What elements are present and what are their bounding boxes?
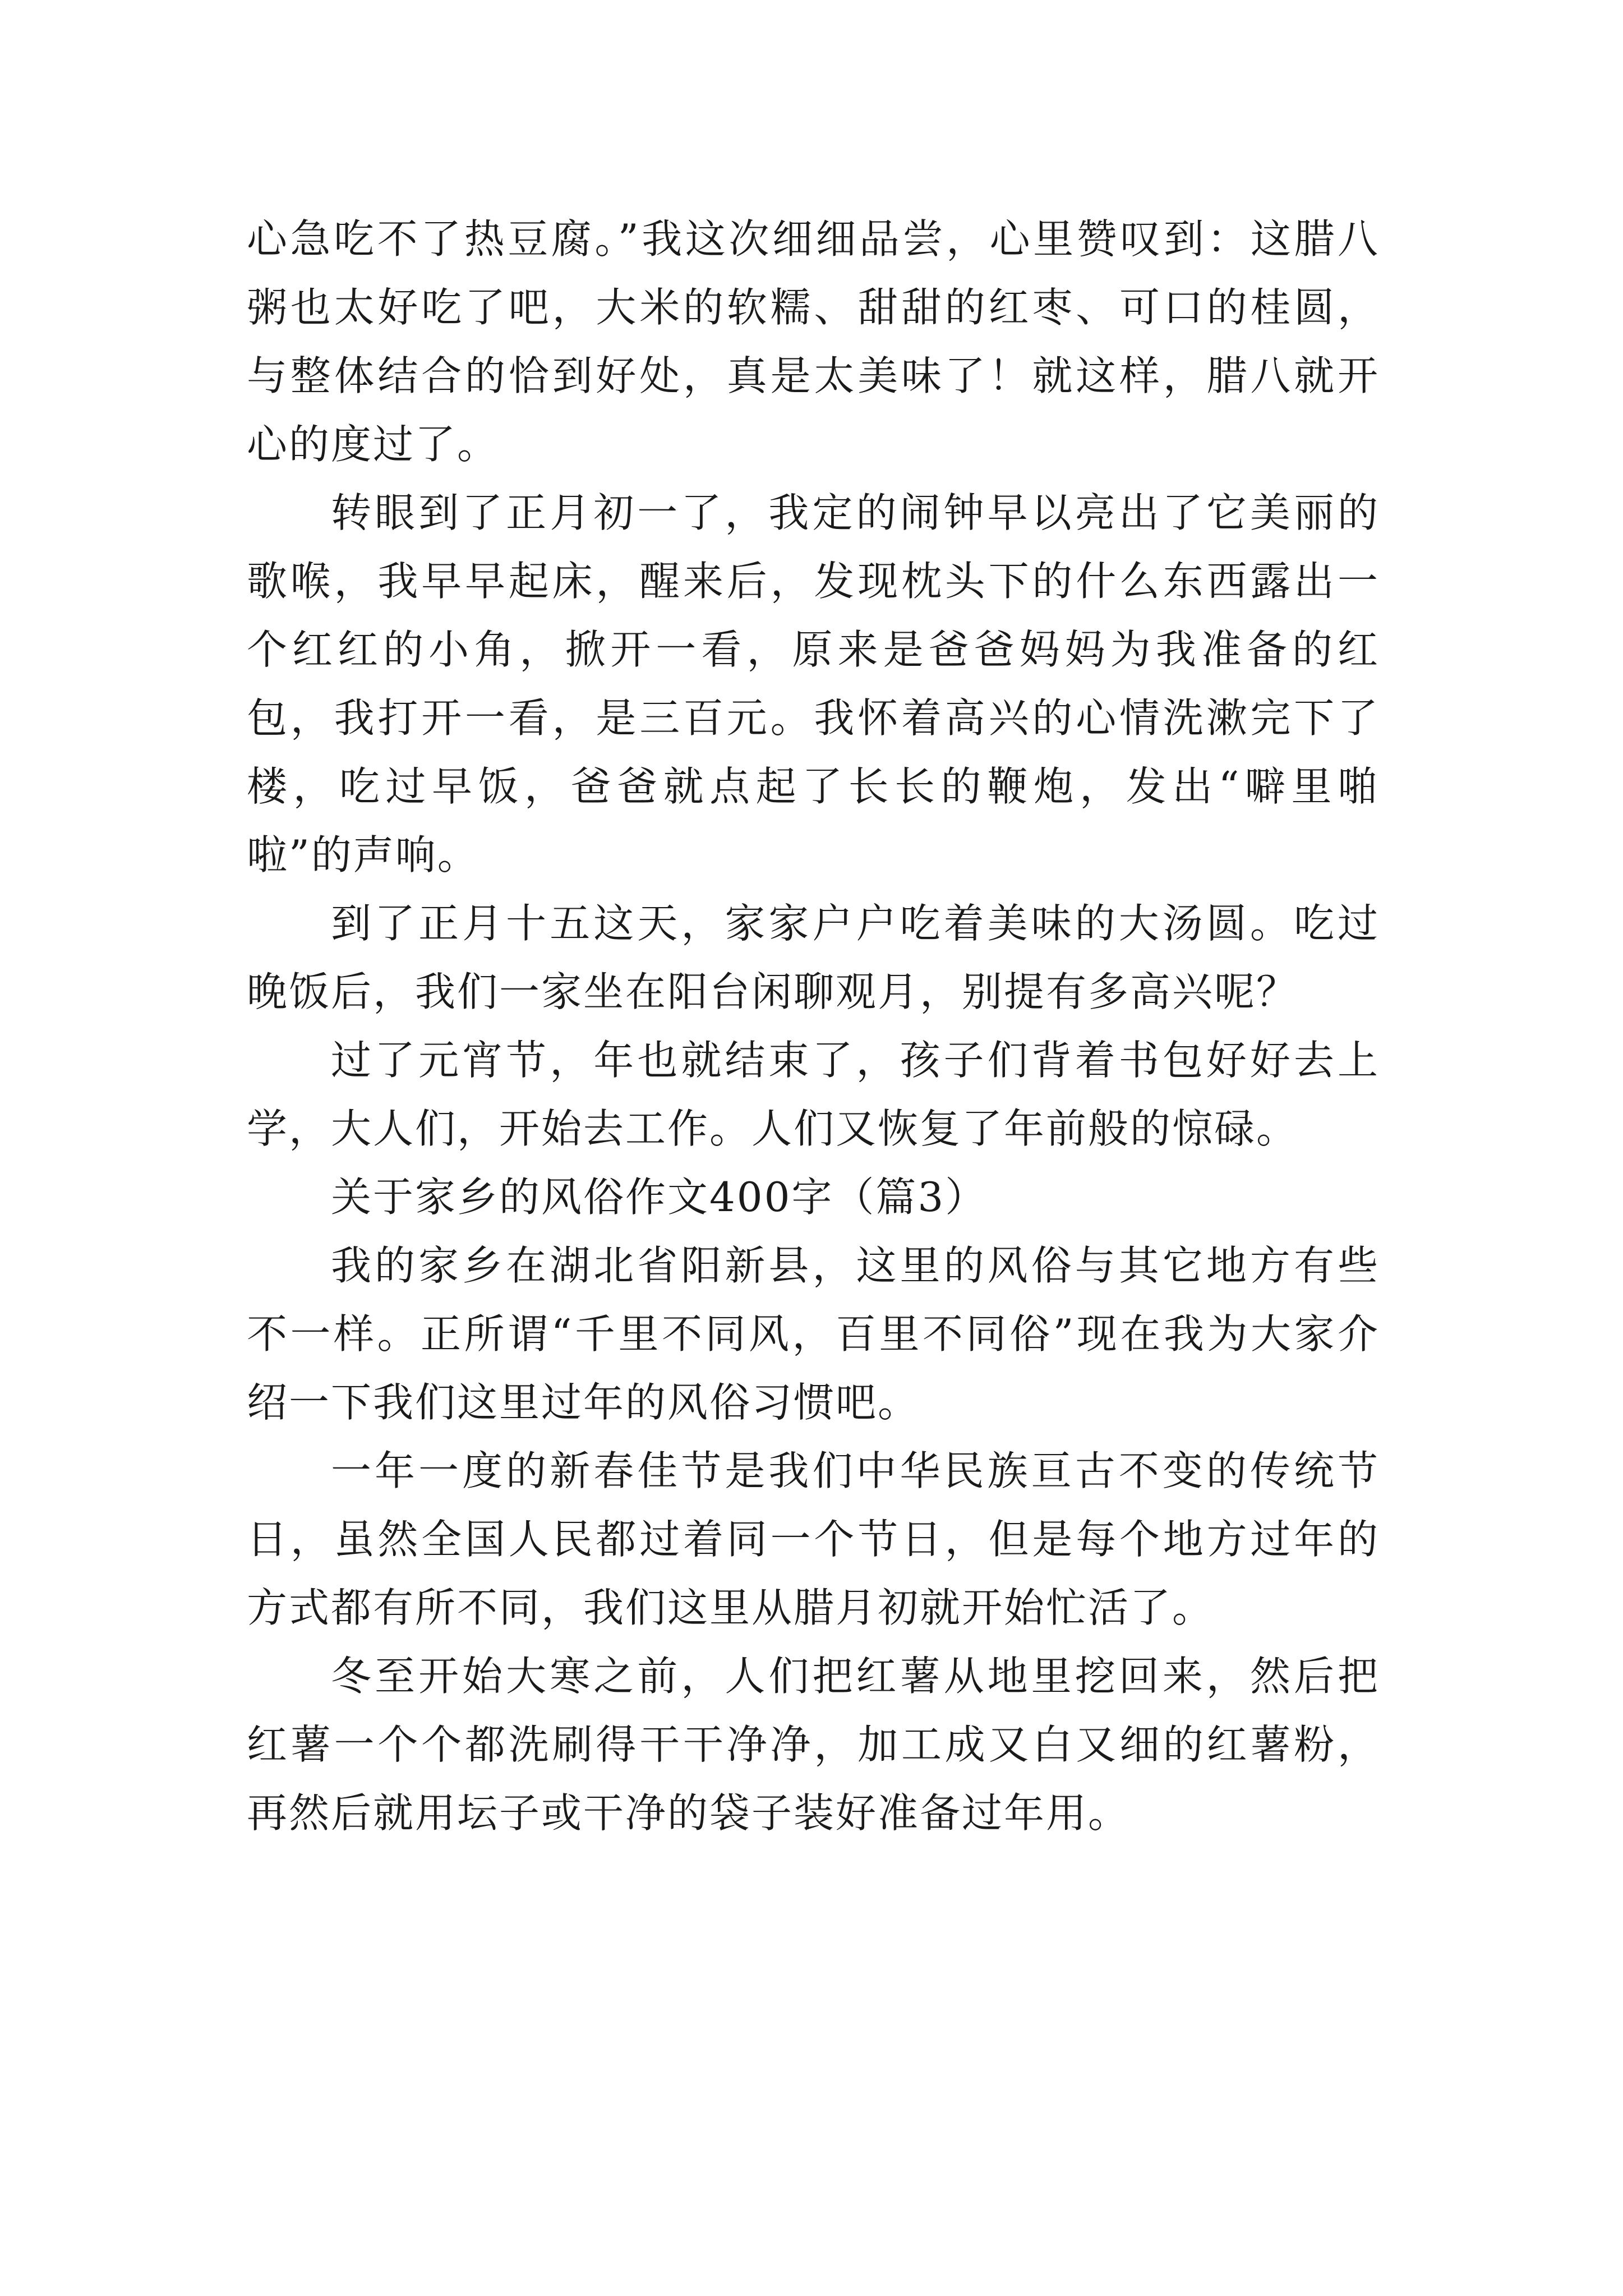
document-body	[247, 205, 1380, 1847]
section-heading: 关于家乡的风俗作文400字（篇3）	[331, 1174, 988, 1221]
paragraph-5: 我的家乡在湖北省阳新县，这里的风俗与其它地方有些不一样。正所谓“千里不同风，百里不同俗”现在我为大家介绍一下我们这里过年的风俗习惯吧。	[247, 1242, 1380, 1426]
paragraph-1: 心急吃不了热豆腐。”我这次细细品尝，心里赞叹到：这腊八粥也太好吃了吧，大米的软糯、甜甜的红枣、可口的桂圆，与整体结合的恰到好处，真是太美味了！就这样，腊八就开心的度过了。	[247, 215, 1380, 468]
paragraph-2: 转眼到了正月初一了，我定的闹钟早以亮出了它美丽的歌喉，我早早起床，醒来后，发现枕头下的什么东西露出一个红红的小角，掀开一看，原来是爸爸妈妈为我准备的红包，我打开一看，是三百元。我怀着高兴的心情洗漱完下了楼，吃过早饭，爸爸就点起了长长的鞭炮，发出“噼里啪啦”的声响。	[247, 489, 1380, 878]
paragraph-6: 一年一度的新春佳节是我们中华民族亘古不变的传统节日，虽然全国人民都过着同一个节日，但是每个地方过年的方式都有所不同，我们这里从腊月初就开始忙活了。	[247, 1447, 1380, 1631]
paragraph-7: 冬至开始大寒之前，人们把红薯从地里挖回来，然后把红薯一个个都洗刷得干干净净，加工成又白又细的红薯粉，再然后就用坛子或干净的袋子装好准备过年用。	[247, 1653, 1380, 1837]
paragraph-3: 到了正月十五这天，家家户户吃着美味的大汤圆。吃过晚饭后，我们一家坐在阳台闲聊观月，别提有多高兴呢？	[247, 900, 1380, 1015]
paragraph-4: 过了元宵节，年也就结束了，孩子们背着书包好好去上学，大人们，开始去工作。人们又恢复了年前般的惊碌。	[247, 1037, 1380, 1152]
